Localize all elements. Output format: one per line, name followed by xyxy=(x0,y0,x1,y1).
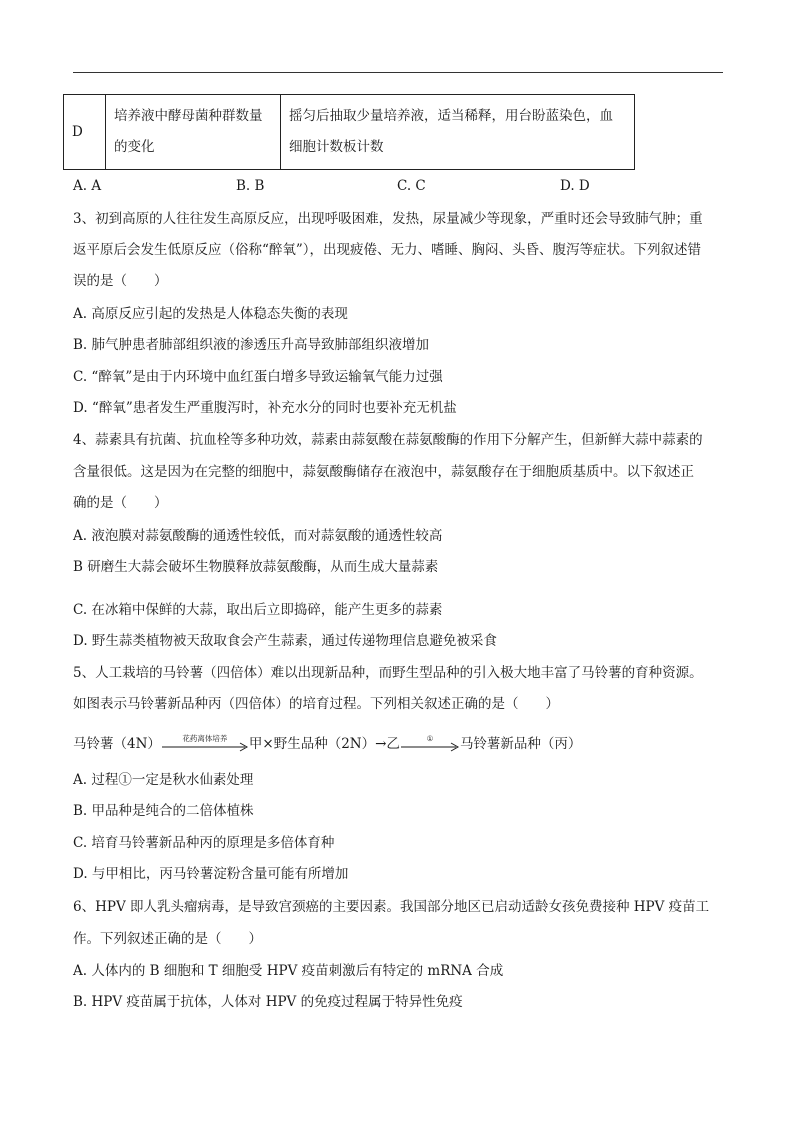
q6-stem-line1: 6、HPV 即人乳头瘤病毒，是导致宫颈癌的主要因素。我国部分地区已启动适龄女孩免费接种 HPV 疫苗工 xyxy=(73,899,710,915)
q2-choice-c: C. C xyxy=(397,178,426,194)
header-rule xyxy=(73,72,723,73)
flow-end: 马铃薯新品种（丙） xyxy=(459,736,582,752)
q4-stem-line2: 含量很低。这是因为在完整的细胞中，蒜氨酸酶储存在液泡中，蒜氨酸存在于细胞质基质中。以下叙述正 xyxy=(73,464,694,480)
q3-option-a: A. 高原反应引起的发热是人体稳态失衡的表现 xyxy=(73,306,348,322)
table-row xyxy=(64,95,635,170)
q2-choice-b: B. B xyxy=(236,178,265,194)
q5-stem-line1: 5、人工栽培的马铃薯（四倍体）难以出现新品种，而野生型品种的引入极大地丰富了马铃薯的育种资源。 xyxy=(73,665,703,681)
flow-start: 马铃薯（4N） xyxy=(73,736,161,752)
q3-stem-line3: 误的是（ ） xyxy=(73,273,168,289)
q6-stem-line2: 作。下列叙述正确的是（ ） xyxy=(73,931,262,947)
experiment-table xyxy=(63,94,635,170)
flow-arrow-1 xyxy=(161,733,249,752)
q4-stem-line3: 确的是（ ） xyxy=(73,495,168,511)
q5-stem-line2: 如图表示马铃薯新品种丙（四倍体）的培育过程。下列相关叙述正确的是（ ） xyxy=(73,696,559,712)
arrow-1-label: 花药离体培养 xyxy=(182,733,228,743)
q4-option-d: D. 野生蒜类植物被天敌取食会产生蒜素，通过传递物理信息避免被采食 xyxy=(73,633,497,649)
flow-arrow-2 xyxy=(400,733,460,752)
arrow-2-label: ① xyxy=(426,733,434,743)
table-cell-item: 培养液中酵母菌种群数量的变化 xyxy=(106,95,281,170)
q2-choices xyxy=(73,176,723,196)
q2-choice-d: D. D xyxy=(560,178,590,194)
q6-option-a: A. 人体内的 B 细胞和 T 细胞受 HPV 疫苗刺激后有特定的 mRNA 合成 xyxy=(73,963,504,979)
q3-option-d: D. “醉氧”患者发生严重腹泻时，补充水分的同时也要补充无机盐 xyxy=(73,400,457,416)
q3-stem-line1: 3、初到高原的人往往发生高原反应，出现呼吸困难，发热，尿量减少等现象，严重时还会导致肺气肿；重 xyxy=(73,211,703,227)
q4-option-b: B 研磨生大蒜会破坏生物膜释放蒜氨酸酶，从而生成大量蒜素 xyxy=(73,559,439,575)
q5-breeding-flow xyxy=(73,734,581,754)
q6-option-b: B. HPV 疫苗属于抗体，人体对 HPV 的免疫过程属于特异性免疫 xyxy=(73,994,463,1010)
q2-choice-a: A. A xyxy=(73,178,102,194)
q4-option-a: A. 液泡膜对蒜氨酸酶的通透性较低，而对蒜氨酸的通透性较高 xyxy=(73,528,443,544)
q5-option-a: A. 过程①一定是秋水仙素处理 xyxy=(73,772,254,788)
q3-option-c: C. “醉氧”是由于内环境中血红蛋白增多导致运输氧气能力过强 xyxy=(73,369,443,385)
q5-option-b: B. 甲品种是纯合的二倍体植株 xyxy=(73,803,254,819)
q3-stem-line2: 返平原后会发生低原反应（俗称“醉氧”），出现疲倦、无力、嗜睡、胸闷、头昏、腹泻等症状。下列叙述错 xyxy=(73,242,702,258)
q3-option-b: B. 肺气肿患者肺部组织液的渗透压升高导致肺部组织液增加 xyxy=(73,337,430,353)
table-cell-label: D xyxy=(64,95,106,170)
flow-mid: 甲×野生品种（2N）→乙 xyxy=(248,736,400,752)
q5-option-d: D. 与甲相比，丙马铃薯淀粉含量可能有所增加 xyxy=(73,866,349,882)
table-cell-method: 摇匀后抽取少量培养液，适当稀释，用台盼蓝染色，血细胞计数板计数 xyxy=(281,95,635,170)
q4-stem-line1: 4、蒜素具有抗菌、抗血栓等多种功效，蒜素由蒜氨酸在蒜氨酸酶的作用下分解产生，但新鲜大蒜中蒜素的 xyxy=(73,432,703,448)
q5-option-c: C. 培育马铃薯新品种丙的原理是多倍体育种 xyxy=(73,835,335,851)
q4-option-c: C. 在冰箱中保鲜的大蒜，取出后立即捣碎，能产生更多的蒜素 xyxy=(73,602,443,618)
